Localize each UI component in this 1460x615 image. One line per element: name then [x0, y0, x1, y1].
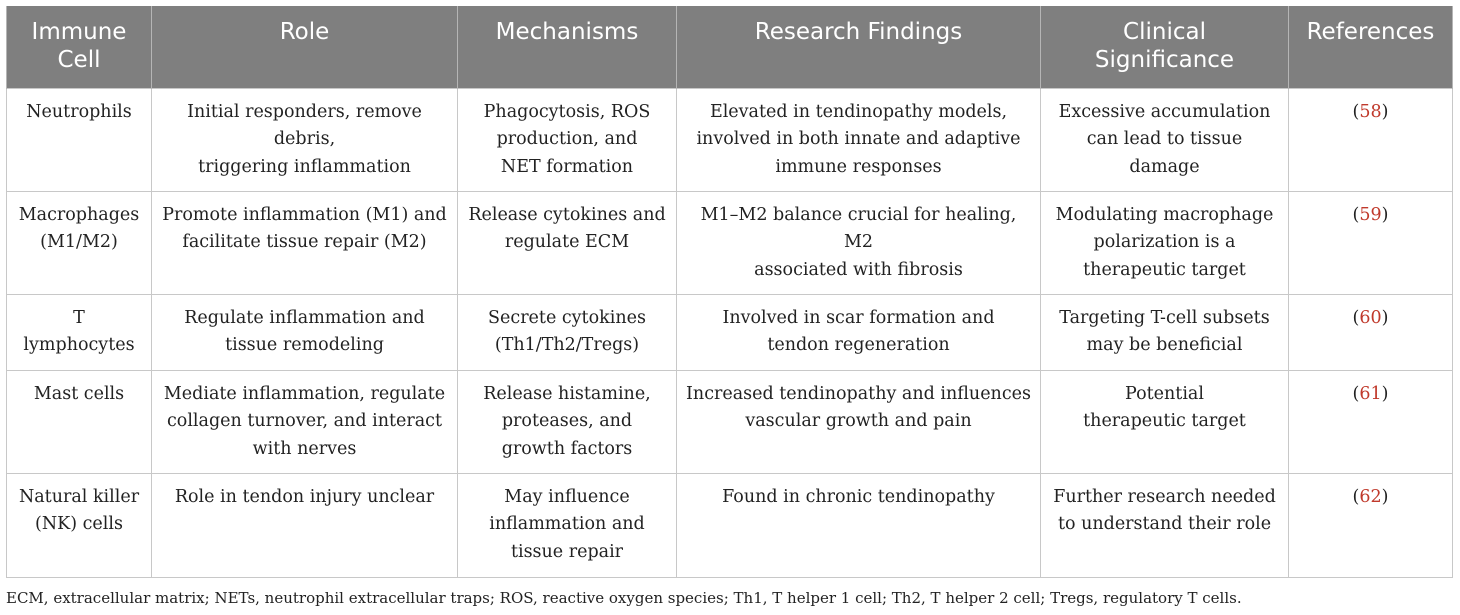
table-footnote: ECM, extracellular matrix; NETs, neutrophil extracellular traps; ROS, reactive oxygen species; Th1, T helper 1 cell; Th2, T helper 2 cell; Tregs, regulatory T cells.	[6, 589, 1242, 607]
cell-findings: Increased tendinopathy and influences vascular growth and pain	[677, 370, 1041, 473]
cell-role: Regulate inflammation and tissue remodeling	[152, 294, 458, 370]
cell-reference: (58)	[1289, 88, 1453, 191]
table-row	[7, 294, 1453, 370]
table-row	[7, 191, 1453, 294]
cell-significance: Excessive accumulation can lead to tissue damage	[1041, 88, 1289, 191]
cell-immune-cell: Natural killer (NK) cells	[7, 473, 152, 577]
cell-reference: (60)	[1289, 294, 1453, 370]
reference-link[interactable]: 59	[1359, 204, 1382, 225]
cell-significance: Targeting T-cell subsets may be beneficial	[1041, 294, 1289, 370]
reference-link[interactable]: 61	[1359, 383, 1382, 404]
header-row	[7, 6, 1453, 88]
cell-mechanisms: Phagocytosis, ROS production, and NET formation	[458, 88, 677, 191]
cell-immune-cell: Neutrophils	[7, 88, 152, 191]
table-container	[6, 6, 1452, 578]
cell-mechanisms: May influence inflammation and tissue repair	[458, 473, 677, 577]
cell-role: Initial responders, remove debris, triggering inflammation	[152, 88, 458, 191]
cell-role: Role in tendon injury unclear	[152, 473, 458, 577]
reference-link[interactable]: 60	[1359, 307, 1382, 328]
cell-findings: M1–M2 balance crucial for healing, M2 associated with fibrosis	[677, 191, 1041, 294]
cell-findings: Involved in scar formation and tendon regeneration	[677, 294, 1041, 370]
cell-reference: (59)	[1289, 191, 1453, 294]
table-row	[7, 88, 1453, 191]
cell-significance: Further research needed to understand their role	[1041, 473, 1289, 577]
header-references: References	[1289, 6, 1453, 88]
cell-significance: Modulating macrophage polarization is a therapeutic target	[1041, 191, 1289, 294]
cell-findings: Found in chronic tendinopathy	[677, 473, 1041, 577]
cell-immune-cell: Macrophages (M1/M2)	[7, 191, 152, 294]
reference-link[interactable]: 58	[1359, 101, 1382, 122]
table-row	[7, 370, 1453, 473]
cell-mechanisms: Release histamine, proteases, and growth factors	[458, 370, 677, 473]
table-row	[7, 473, 1453, 577]
cell-immune-cell: T lymphocytes	[7, 294, 152, 370]
cell-reference: (61)	[1289, 370, 1453, 473]
header-mechanisms: Mechanisms	[458, 6, 677, 88]
cell-mechanisms: Secrete cytokines (Th1/Th2/Tregs)	[458, 294, 677, 370]
cell-role: Promote inflammation (M1) and facilitate tissue repair (M2)	[152, 191, 458, 294]
cell-role: Mediate inflammation, regulate collagen turnover, and interact with nerves	[152, 370, 458, 473]
cell-mechanisms: Release cytokines and regulate ECM	[458, 191, 677, 294]
cell-reference: (62)	[1289, 473, 1453, 577]
cell-immune-cell: Mast cells	[7, 370, 152, 473]
header-clinical-significance: Clinical Significance	[1041, 6, 1289, 88]
cell-findings: Elevated in tendinopathy models, involved in both innate and adaptive immune responses	[677, 88, 1041, 191]
header-research-findings: Research Findings	[677, 6, 1041, 88]
header-immune-cell: Immune Cell	[7, 6, 152, 88]
immune-cell-table	[6, 6, 1453, 578]
reference-link[interactable]: 62	[1359, 486, 1382, 507]
cell-significance: Potential therapeutic target	[1041, 370, 1289, 473]
header-role: Role	[152, 6, 458, 88]
